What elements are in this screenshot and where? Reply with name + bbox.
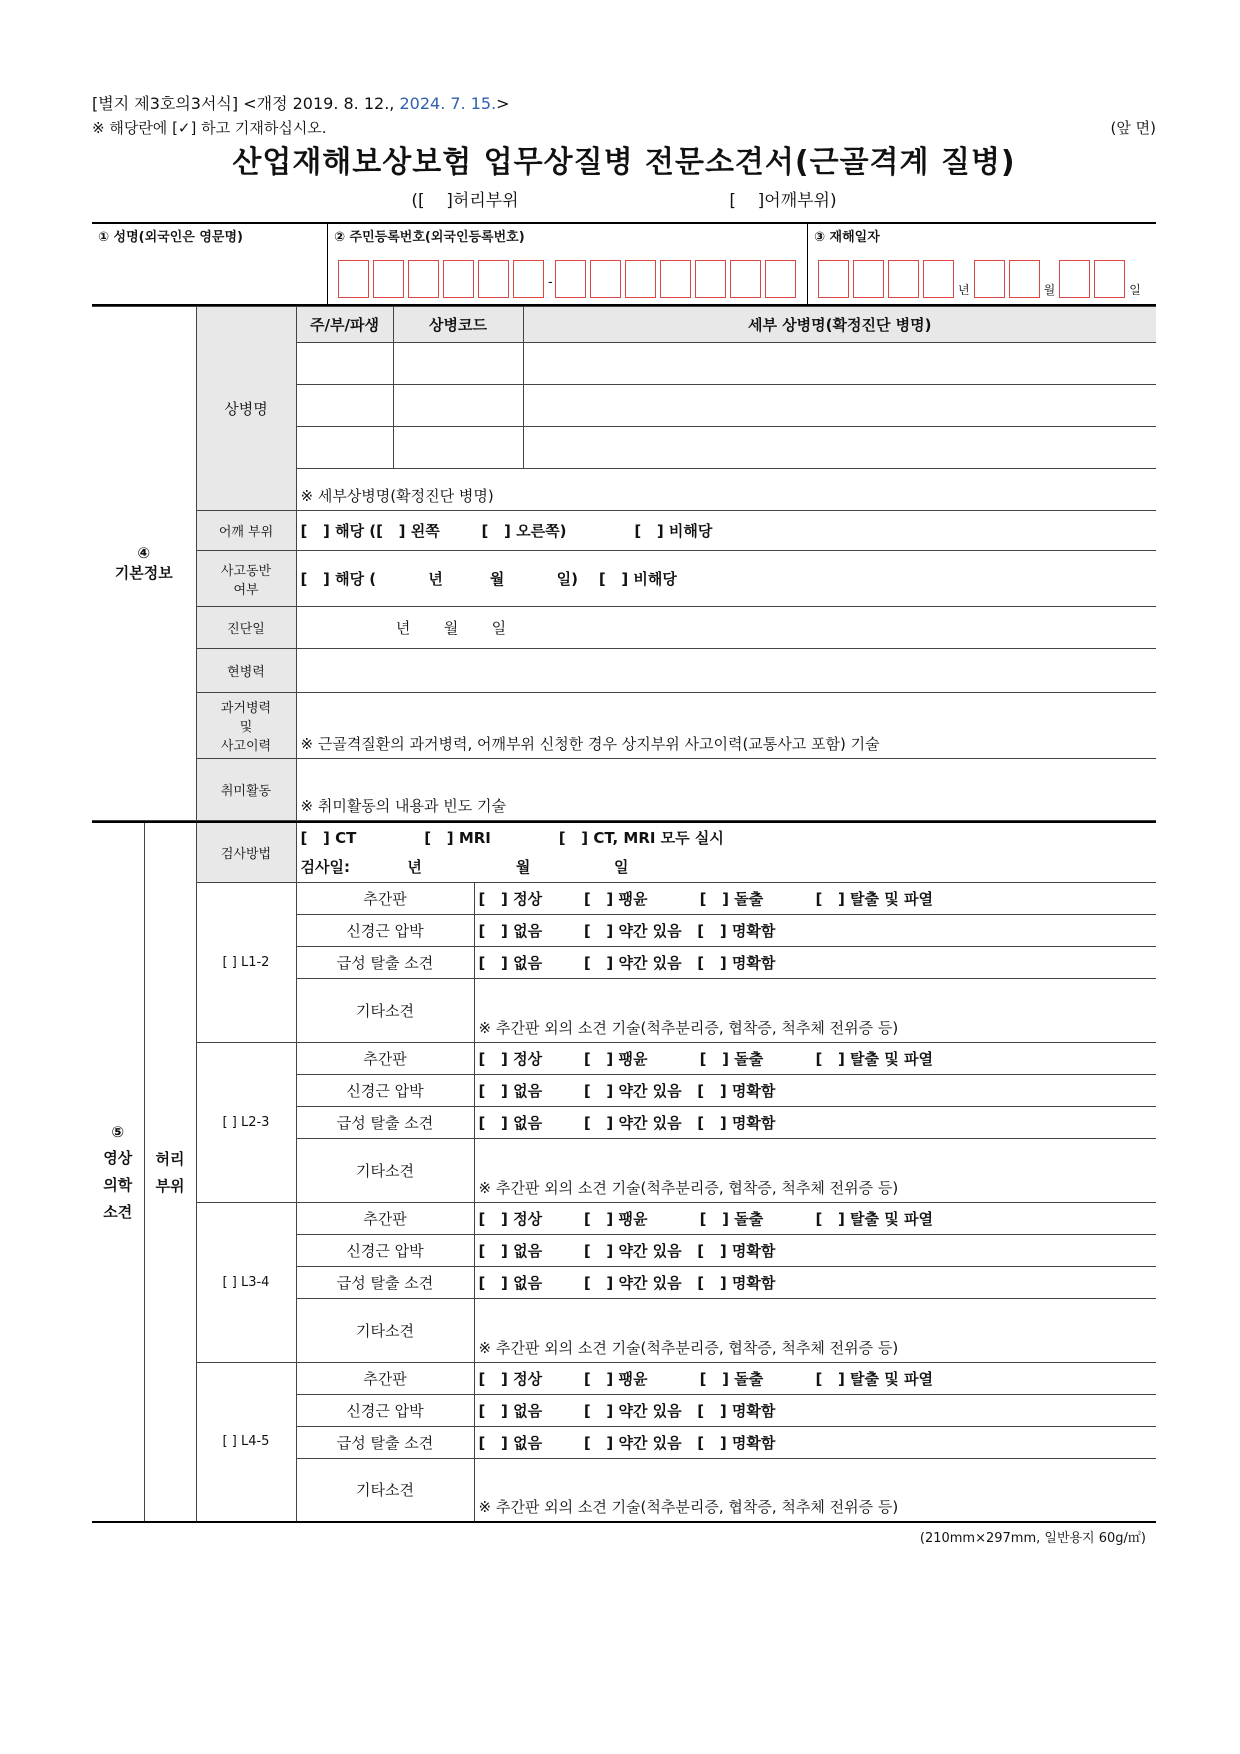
id-digit-box[interactable] bbox=[555, 260, 586, 298]
accident-label: 사고동반 여부 bbox=[196, 551, 296, 607]
name-cell[interactable] bbox=[92, 224, 328, 304]
page-title: 산업재해보상보험 업무상질병 전문소견서(근골격계 질병) bbox=[232, 145, 1016, 180]
shoulder-checkbox[interactable]: [ ]어깨부위) bbox=[729, 191, 837, 211]
col-code: 상병코드 bbox=[393, 307, 523, 343]
finding-label: 신경근 압박 bbox=[296, 1394, 474, 1426]
form-number: [별지 제3호의3서식] <개정 2019. 8. 12., 2024. 7. 15.> bbox=[92, 94, 510, 113]
finding-label: 급성 탈출 소견 bbox=[296, 1106, 474, 1138]
other-findings-field[interactable]: ※ 추간판 외의 소견 기술(척추분리증, 협착증, 척추체 전위증 등) bbox=[474, 978, 1156, 1042]
method-options[interactable]: [ ] CT [ ] MRI [ ] CT, MRI 모두 실시 bbox=[300, 829, 724, 848]
id-digit-box[interactable] bbox=[660, 260, 691, 298]
col-detail: 세부 상병명(확정진단 병명) bbox=[523, 307, 1156, 343]
finding-label: 기타소견 bbox=[296, 978, 474, 1042]
diag-code-3[interactable] bbox=[393, 427, 523, 469]
date-digit-box[interactable] bbox=[1009, 260, 1040, 298]
subtitle bbox=[92, 186, 1156, 216]
finding-label: 급성 탈출 소견 bbox=[296, 1266, 474, 1298]
finding-options[interactable]: [ ] 정상 [ ] 팽윤 [ ] 돌출 [ ] 탈출 및 파열 bbox=[474, 882, 1156, 914]
current-history-label: 현병력 bbox=[196, 649, 296, 693]
imaging-table bbox=[92, 821, 1156, 1523]
shoulder-options[interactable]: [ ] 해당 ([ ] 왼쪽 [ ] 오른쪽) [ ] 비해당 bbox=[296, 511, 1156, 551]
finding-label: 기타소견 bbox=[296, 1138, 474, 1202]
lumbar-checkbox[interactable]: ([ ]허리부위 bbox=[411, 191, 519, 211]
past-history-note[interactable]: ※ 근골격질환의 과거병력, 어깨부위 신청한 경우 상지부위 사고이력(교통사고 포함) 기술 bbox=[296, 693, 1156, 759]
id-digit-box[interactable] bbox=[625, 260, 656, 298]
finding-options[interactable]: [ ] 정상 [ ] 팽윤 [ ] 돌출 [ ] 탈출 및 파열 bbox=[474, 1042, 1156, 1074]
id-digit-box[interactable] bbox=[408, 260, 439, 298]
finding-label: 신경근 압박 bbox=[296, 914, 474, 946]
paper-spec: (210mm×297mm, 일반용지 60g/㎡) bbox=[919, 1531, 1146, 1546]
diag-date-label: 진단일 bbox=[196, 607, 296, 649]
basic-info-table bbox=[92, 306, 1156, 821]
id-digit-box[interactable] bbox=[695, 260, 726, 298]
finding-label: 기타소견 bbox=[296, 1458, 474, 1522]
accident-options[interactable]: [ ] 해당 ( 년 월 일) [ ] 비해당 bbox=[296, 551, 1156, 607]
date-digit-box[interactable] bbox=[853, 260, 884, 298]
diag-detail-1[interactable] bbox=[523, 343, 1156, 385]
date-boxes[interactable] bbox=[818, 260, 1145, 298]
current-history-field[interactable] bbox=[296, 649, 1156, 693]
finding-label: 추간판 bbox=[296, 1362, 474, 1394]
finding-label: 추간판 bbox=[296, 1202, 474, 1234]
finding-label: 추간판 bbox=[296, 1042, 474, 1074]
id-digit-box[interactable] bbox=[590, 260, 621, 298]
revision-date: 2024. 7. 15. bbox=[399, 94, 497, 113]
date-unit-label: 년 bbox=[958, 283, 970, 297]
date-digit-box[interactable] bbox=[818, 260, 849, 298]
id-boxes[interactable] bbox=[338, 260, 800, 298]
finding-label: 신경근 압박 bbox=[296, 1074, 474, 1106]
id-digit-box[interactable] bbox=[513, 260, 544, 298]
finding-options[interactable]: [ ] 없음 [ ] 약간 있음 [ ] 명확함 bbox=[474, 1234, 1156, 1266]
date-digit-box[interactable] bbox=[888, 260, 919, 298]
date-digit-box[interactable] bbox=[1094, 260, 1125, 298]
method-label: 검사방법 bbox=[196, 822, 296, 882]
page-side: (앞 면) bbox=[1110, 119, 1156, 137]
lumbar-section: 허리 부위 bbox=[144, 822, 196, 1522]
other-findings-field[interactable]: ※ 추간판 외의 소견 기술(척추분리증, 협착증, 척추체 전위증 등) bbox=[474, 1298, 1156, 1362]
finding-label: 기타소견 bbox=[296, 1298, 474, 1362]
finding-options[interactable]: [ ] 없음 [ ] 약간 있음 [ ] 명확함 bbox=[474, 1394, 1156, 1426]
diag-main-2[interactable] bbox=[296, 385, 393, 427]
other-findings-field[interactable]: ※ 추간판 외의 소견 기술(척추분리증, 협착증, 척추체 전위증 등) bbox=[474, 1458, 1156, 1522]
finding-label: 추간판 bbox=[296, 882, 474, 914]
finding-options[interactable]: [ ] 없음 [ ] 약간 있음 [ ] 명확함 bbox=[474, 1074, 1156, 1106]
finding-label: 신경근 압박 bbox=[296, 1234, 474, 1266]
diagnosis-label: 상병명 bbox=[196, 307, 296, 511]
date-digit-box[interactable] bbox=[1059, 260, 1090, 298]
id-digit-box[interactable] bbox=[443, 260, 474, 298]
date-unit-label: 월 bbox=[1043, 283, 1056, 297]
finding-options[interactable]: [ ] 없음 [ ] 약간 있음 [ ] 명확함 bbox=[474, 946, 1156, 978]
finding-options[interactable]: [ ] 정상 [ ] 팽윤 [ ] 돌출 [ ] 탈출 및 파열 bbox=[474, 1202, 1156, 1234]
id-digit-box[interactable] bbox=[373, 260, 404, 298]
id-digit-box[interactable] bbox=[730, 260, 761, 298]
id-cell bbox=[328, 224, 808, 304]
id-digit-box[interactable] bbox=[765, 260, 796, 298]
id-label: ② 주민등록번호(외국인등록번호) bbox=[334, 230, 525, 245]
finding-options[interactable]: [ ] 없음 [ ] 약간 있음 [ ] 명확함 bbox=[474, 1106, 1156, 1138]
exam-date[interactable]: 검사일: 년 월 일 bbox=[300, 858, 629, 877]
col-main: 주/부/파생 bbox=[296, 307, 393, 343]
diag-main-3[interactable] bbox=[296, 427, 393, 469]
level-checkbox[interactable]: [ ] L3-4 bbox=[196, 1202, 296, 1362]
level-checkbox[interactable]: [ ] L1-2 bbox=[196, 882, 296, 1042]
date-cell bbox=[808, 224, 1156, 304]
date-unit-label: 일 bbox=[1129, 283, 1141, 297]
finding-label: 급성 탈출 소견 bbox=[296, 946, 474, 978]
instruction: ※ 해당란에 [✓] 하고 기재하십시오. bbox=[92, 119, 327, 137]
diagnosis-note: ※ 세부상병명(확정진단 병명) bbox=[296, 469, 1156, 511]
imaging-section: ⑤ 영상 의학 소견 bbox=[92, 822, 144, 1522]
finding-options[interactable]: [ ] 정상 [ ] 팽윤 [ ] 돌출 [ ] 탈출 및 파열 bbox=[474, 1362, 1156, 1394]
diag-date-value[interactable]: 년 월 일 bbox=[296, 607, 1156, 649]
finding-options[interactable]: [ ] 없음 [ ] 약간 있음 [ ] 명확함 bbox=[474, 1266, 1156, 1298]
diag-main-1[interactable] bbox=[296, 343, 393, 385]
basic-info-section: ④ 기본정보 bbox=[92, 307, 196, 821]
applicant-row bbox=[92, 222, 1156, 306]
diag-detail-2[interactable] bbox=[523, 385, 1156, 427]
diag-code-2[interactable] bbox=[393, 385, 523, 427]
diag-code-1[interactable] bbox=[393, 343, 523, 385]
date-digit-box[interactable] bbox=[923, 260, 954, 298]
finding-options[interactable]: [ ] 없음 [ ] 약간 있음 [ ] 명확함 bbox=[474, 914, 1156, 946]
finding-options[interactable]: [ ] 없음 [ ] 약간 있음 [ ] 명확함 bbox=[474, 1426, 1156, 1458]
level-checkbox[interactable]: [ ] L4-5 bbox=[196, 1362, 296, 1522]
finding-label: 급성 탈출 소견 bbox=[296, 1426, 474, 1458]
method-cell[interactable] bbox=[296, 822, 1156, 882]
id-separator: - bbox=[548, 275, 553, 290]
level-checkbox[interactable]: [ ] L2-3 bbox=[196, 1042, 296, 1202]
date-label: ③ 재해일자 bbox=[814, 230, 880, 245]
id-digit-box[interactable] bbox=[478, 260, 509, 298]
diag-detail-3[interactable] bbox=[523, 427, 1156, 469]
past-history-label: 과거병력 및 사고이력 bbox=[196, 693, 296, 759]
name-label: ① 성명(외국인은 영문명) bbox=[98, 230, 243, 245]
shoulder-label: 어깨 부위 bbox=[196, 511, 296, 551]
id-digit-box[interactable] bbox=[338, 260, 369, 298]
hobby-label: 취미활동 bbox=[196, 759, 296, 821]
date-digit-box[interactable] bbox=[974, 260, 1005, 298]
hobby-note[interactable]: ※ 취미활동의 내용과 빈도 기술 bbox=[296, 759, 1156, 821]
other-findings-field[interactable]: ※ 추간판 외의 소견 기술(척추분리증, 협착증, 척추체 전위증 등) bbox=[474, 1138, 1156, 1202]
